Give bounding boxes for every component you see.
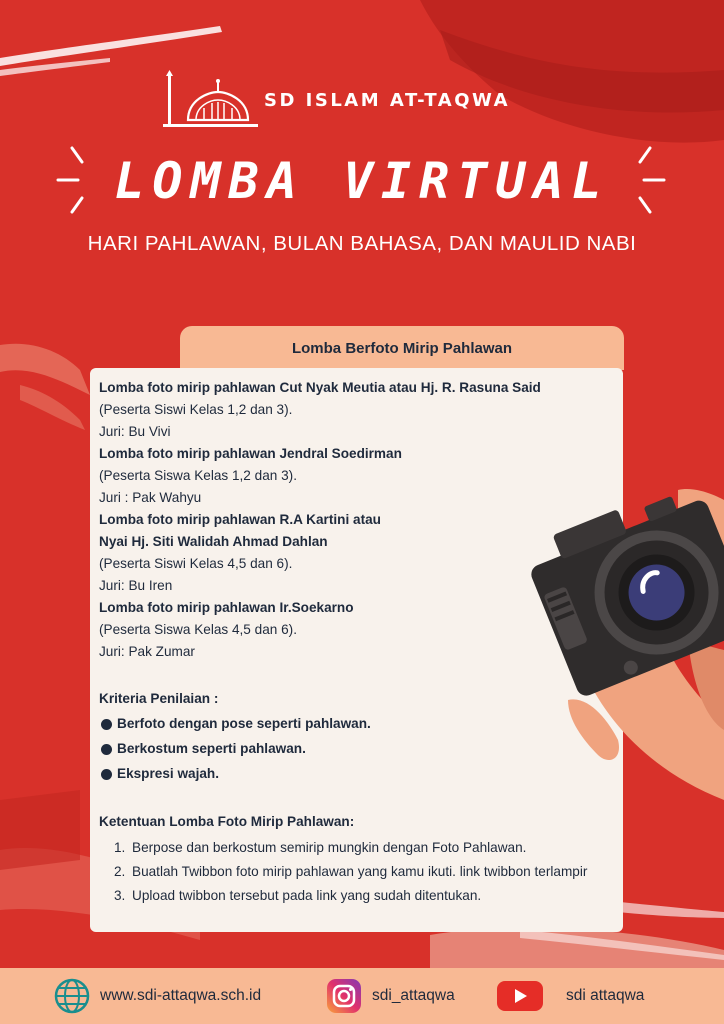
rule-text: Buatlah Twibbon foto mirip pahlawan yang kamu ikuti. link twibbon terlampir	[132, 864, 588, 879]
competition-title: Lomba foto mirip pahlawan Cut Nyak Meutia atau Hj. R. Rasuna Said	[99, 380, 541, 395]
instagram-handle[interactable]: sdi_attaqwa	[372, 987, 455, 1004]
competition-title: Lomba foto mirip pahlawan Ir.Soekarno	[99, 600, 354, 615]
bullet-icon	[101, 769, 112, 780]
criteria-text: Ekspresi wajah.	[117, 766, 220, 781]
competition-participants: (Peserta Siswa Kelas 4,5 dan 6).	[99, 622, 297, 637]
rule-item	[99, 885, 613, 907]
competition-title: Lomba foto mirip pahlawan Jendral Soedirman	[99, 446, 402, 461]
school-name: SD ISLAM AT-TAQWA	[264, 89, 510, 111]
footer-website[interactable]	[54, 978, 261, 1014]
competition-judge: Juri: Bu Iren	[99, 578, 173, 593]
camera-illustration	[528, 470, 724, 800]
rules-heading: Ketentuan Lomba Foto Mirip Pahlawan:	[99, 814, 355, 829]
footer-bar	[0, 968, 724, 1024]
rule-item	[99, 837, 613, 859]
rule-number: 1.	[114, 840, 126, 855]
competition-title-line2: Nyai Hj. Siti Walidah Ahmad Dahlan	[99, 534, 328, 549]
footer-youtube[interactable]	[496, 978, 644, 1014]
rule-text: Upload twibbon tersebut pada link yang sudah ditentukan.	[132, 888, 482, 903]
page-subtitle: HARI PAHLAWAN, BULAN BAHASA, DAN MAULID NABI	[87, 232, 637, 255]
page-title: LOMBA VIRTUAL	[114, 152, 610, 210]
competition-judge: Juri: Bu Vivi	[99, 424, 171, 439]
competition-participants: (Peserta Siswa Kelas 1,2 dan 3).	[99, 468, 297, 483]
website-link[interactable]: www.sdi-attaqwa.sch.id	[100, 987, 262, 1004]
rule-number: 3.	[114, 888, 126, 903]
youtube-icon	[496, 978, 544, 1014]
instagram-icon	[326, 978, 362, 1014]
competition-participants: (Peserta Siswi Kelas 4,5 dan 6).	[99, 556, 293, 571]
competition-judge: Juri: Pak Zumar	[99, 644, 195, 659]
competition-title: Lomba foto mirip pahlawan R.A Kartini atau	[99, 512, 381, 527]
rule-text: Berpose dan berkostum semirip mungkin dengan Foto Pahlawan.	[132, 840, 527, 855]
card-tab-title: Lomba Berfoto Mirip Pahlawan	[180, 326, 624, 370]
bullet-icon	[101, 744, 112, 755]
competition-judge: Juri : Pak Wahyu	[99, 490, 202, 505]
criteria-text: Berkostum seperti pahlawan.	[117, 741, 306, 756]
rule-number: 2.	[114, 864, 126, 879]
rule-item	[99, 861, 613, 883]
youtube-channel[interactable]: sdi attaqwa	[566, 987, 645, 1004]
competition-item	[99, 377, 613, 443]
competition-participants: (Peserta Siswi Kelas 1,2 dan 3).	[99, 402, 293, 417]
footer-instagram[interactable]	[326, 978, 455, 1014]
globe-icon	[54, 978, 90, 1014]
criteria-text: Berfoto dengan pose seperti pahlawan.	[117, 716, 371, 731]
criteria-heading: Kriteria Penilaian :	[99, 691, 219, 706]
bullet-icon	[101, 719, 112, 730]
